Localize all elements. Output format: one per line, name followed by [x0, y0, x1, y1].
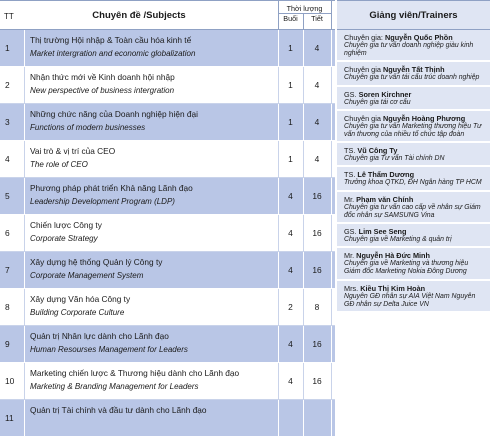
table-row: [0, 141, 335, 178]
trainer-role: Chuyên gia tư vấn doanh nghiệp giàu kinh nghiệm: [344, 42, 474, 58]
header-subjects: Chuyên đề /Subjects: [92, 10, 186, 21]
trainer-role: Chuyên gia Tư vấn Tài chính DN: [344, 155, 445, 163]
trainers-panel: [337, 0, 490, 400]
trainer-name-line: [344, 33, 486, 42]
trainer-card: [337, 111, 490, 143]
column-divider: [24, 400, 25, 436]
trainer-role: Nguyên GĐ nhân sự AIA Việt Nam Nguyên GĐ nhân sự Delta Juice VN: [344, 292, 476, 308]
column-divider: [303, 30, 304, 66]
row-number: 4: [5, 154, 10, 164]
table-row: [0, 215, 335, 252]
column-divider: [24, 252, 25, 288]
trainer-name: Soren Kirchner: [358, 89, 412, 99]
column-divider: [303, 289, 304, 325]
trainer-title: Mr.: [344, 251, 357, 261]
trainer-card: [337, 192, 490, 224]
trainer-name: Lim See Seng: [358, 227, 407, 237]
subject-vietnamese: Vai trò & vị trí của CEO: [30, 146, 116, 156]
trainer-name: Phạm văn Chính: [356, 194, 414, 204]
header-divider: [278, 13, 331, 14]
trainer-name: Nguyễn Tất Thịnh: [382, 65, 445, 75]
column-divider: [303, 215, 304, 251]
periods-count: 16: [312, 265, 322, 275]
row-number: 8: [5, 302, 10, 312]
trainer-card: [337, 281, 490, 313]
periods-count: 4: [314, 43, 320, 53]
sessions-count: 4: [288, 228, 293, 238]
subject-english: Market intergration and economic globalization: [30, 49, 196, 58]
column-divider: [24, 104, 25, 140]
trainer-card: [337, 248, 490, 280]
header-divider: [331, 1, 332, 29]
subject-english: Building Corporate Culture: [30, 308, 125, 317]
subjects-table-body: [0, 30, 335, 437]
sessions-count: 4: [288, 376, 293, 386]
row-number: 1: [5, 43, 10, 53]
column-divider: [24, 178, 25, 214]
trainer-name-line: [344, 251, 486, 260]
periods-count: 8: [314, 302, 320, 312]
row-number: 3: [5, 117, 10, 127]
column-divider: [24, 215, 25, 251]
sessions-count: 1: [288, 154, 293, 164]
column-divider: [24, 289, 25, 325]
column-divider: [331, 289, 332, 325]
subject-english: Corporate Management System: [30, 271, 144, 280]
column-divider: [331, 400, 332, 436]
table-row: [0, 104, 335, 141]
trainer-title: TS.: [344, 146, 358, 156]
row-number: 2: [5, 80, 10, 90]
sessions-count: 2: [288, 302, 293, 312]
header-divider: [278, 1, 279, 29]
table-row: [0, 400, 335, 437]
trainer-title: GS.: [344, 89, 359, 99]
column-divider: [24, 67, 25, 103]
subject-english: Marketing & Branding Management for Leaders: [30, 382, 199, 391]
subject-english: Corporate Strategy: [30, 234, 98, 243]
periods-count: 16: [312, 376, 322, 386]
trainer-title: Chuyên gia:: [344, 33, 385, 42]
table-row: [0, 326, 335, 363]
trainer-name: Lê Thẩm Dương: [357, 170, 415, 180]
trainer-title: GS.: [344, 227, 359, 237]
trainer-card: [337, 167, 490, 191]
column-divider: [303, 326, 304, 362]
column-divider: [303, 252, 304, 288]
periods-count: [303, 400, 331, 436]
trainer-title: Chuyên gia: [344, 65, 383, 75]
subject-vietnamese: Xây dựng hệ thống Quản lý Công ty: [30, 257, 163, 267]
table-row: [0, 67, 335, 104]
column-divider: [303, 178, 304, 214]
trainer-title: TS.: [344, 170, 358, 180]
trainer-name-line: [344, 227, 486, 236]
column-divider: [278, 30, 279, 66]
trainer-role: Trưởng khoa QTKD, ĐH Ngân hàng TP HCM: [344, 179, 482, 187]
periods-count: 16: [312, 191, 322, 201]
trainer-card: [337, 30, 490, 62]
column-divider: [24, 326, 25, 362]
header-periods: Tiết: [311, 14, 323, 23]
row-number: 7: [5, 265, 10, 275]
subject-english: New perspective of business intergration: [30, 86, 175, 95]
header-sessions: Buổi: [283, 14, 298, 23]
column-divider: [278, 326, 279, 362]
header-divider: [303, 13, 304, 29]
table-row: [0, 289, 335, 326]
column-divider: [24, 30, 25, 66]
trainer-role: Chuyên gia về Marketing và thương hiệu Giám đốc Marketing Nokia Đông Dương: [344, 260, 469, 276]
subject-vietnamese: Phương pháp phát triển Khả năng Lãnh đạo: [30, 183, 193, 193]
trainer-role: Chuyên gia tư vấn tái cấu trúc doanh nghiệp: [344, 74, 480, 82]
column-divider: [303, 400, 304, 436]
table-row: [0, 178, 335, 215]
trainer-name: Nguyễn Hoàng Phương: [382, 113, 466, 123]
trainer-name-line: [344, 114, 486, 123]
column-divider: [331, 215, 332, 251]
subject-english: Human Resourses Management for Leaders: [30, 345, 188, 354]
column-divider: [278, 141, 279, 177]
table-row: [0, 252, 335, 289]
subject-vietnamese: Quản trị Tài chính và đầu tư dành cho Lãnh đạo: [30, 405, 207, 415]
column-divider: [303, 104, 304, 140]
trainer-name: Kiều Thị Kim Hoàn: [360, 283, 426, 293]
column-divider: [331, 252, 332, 288]
column-divider: [331, 67, 332, 103]
trainer-title: Mrs.: [344, 283, 361, 293]
subject-vietnamese: Thị trường Hội nhập & Toàn cầu hóa kinh tế: [30, 35, 192, 45]
column-divider: [278, 400, 279, 436]
table-row: [0, 30, 335, 67]
trainer-card: [337, 87, 490, 111]
trainer-title: Chuyên gia: [344, 113, 383, 123]
column-divider: [331, 178, 332, 214]
sessions-count: 4: [288, 265, 293, 275]
column-divider: [331, 141, 332, 177]
periods-count: 16: [312, 228, 322, 238]
column-divider: [303, 67, 304, 103]
trainer-card: [337, 143, 490, 167]
table-row: [0, 363, 335, 400]
trainers-list: [337, 30, 490, 313]
subject-vietnamese: Xây dựng Văn hóa Công ty: [30, 294, 131, 304]
subject-english: Leadership Development Program (LDP): [30, 197, 175, 206]
header-tt: TT: [4, 12, 14, 21]
row-number: 11: [5, 413, 14, 423]
sessions-count: 1: [288, 80, 293, 90]
column-divider: [278, 178, 279, 214]
subject-english: The role of CEO: [30, 160, 88, 169]
periods-count: 4: [314, 117, 320, 127]
row-number: 9: [5, 339, 10, 349]
column-divider: [24, 363, 25, 399]
trainer-role: Chuyên gia tư vấn Marketing thương hiệu Tư vấn thương của nhiều tổ chức tập đoàn: [344, 122, 482, 139]
sessions-count: [278, 400, 303, 436]
sessions-count: 4: [288, 339, 293, 349]
periods-count: 16: [312, 339, 322, 349]
subjects-table-header: [0, 0, 335, 30]
sessions-count: 4: [288, 191, 293, 201]
column-divider: [331, 326, 332, 362]
column-divider: [24, 141, 25, 177]
trainer-card: [337, 224, 490, 248]
subject-vietnamese: Chiến lược Công ty: [30, 220, 102, 230]
sessions-count: 1: [288, 117, 293, 127]
column-divider: [278, 289, 279, 325]
subject-vietnamese: Quản trị Nhân lực dành cho Lãnh đạo: [30, 331, 169, 341]
subject-vietnamese: Nhận thức mới về Kinh doanh hội nhập: [30, 72, 175, 82]
trainer-role: Chuyên gia tái cơ cấu: [344, 98, 411, 106]
trainer-name-line: [344, 195, 486, 204]
header-duration: Thời lượng: [286, 4, 323, 13]
trainer-role: Chuyên gia về Marketing & quản trị: [344, 236, 452, 244]
trainers-header: Giảng viên/Trainers: [337, 0, 490, 30]
row-number: 5: [5, 191, 10, 201]
column-divider: [331, 104, 332, 140]
subject-vietnamese: Marketing chiến lược & Thương hiệu dành cho Lãnh đạo: [30, 368, 240, 378]
column-divider: [331, 30, 332, 66]
column-divider: [278, 215, 279, 251]
trainer-name: Nguyễn Hà Đức Minh: [356, 251, 430, 261]
column-divider: [303, 141, 304, 177]
trainer-name-line: [344, 90, 486, 99]
trainer-role: Chuyên gia tư vấn cao cấp về nhân sự Giám đốc nhân sự SAMSUNG Vina: [344, 203, 481, 219]
column-divider: [278, 67, 279, 103]
trainer-name-line: [344, 284, 486, 293]
trainer-name: Vũ Công Ty: [357, 146, 398, 156]
column-divider: [331, 363, 332, 399]
sessions-count: 1: [288, 43, 293, 53]
column-divider: [303, 363, 304, 399]
trainer-card: [337, 62, 490, 86]
periods-count: 4: [314, 80, 320, 90]
row-number: 10: [5, 376, 15, 386]
trainer-name: Nguyễn Quốc Phồn: [384, 33, 453, 42]
column-divider: [278, 104, 279, 140]
periods-count: 4: [314, 154, 320, 164]
trainer-name-line: [344, 146, 486, 155]
column-divider: [278, 252, 279, 288]
trainer-title: Mr.: [344, 194, 357, 204]
row-number: 6: [5, 228, 10, 238]
subject-vietnamese: Những chức năng của Doanh nghiệp hiện đại: [30, 109, 198, 119]
subject-english: Functions of modern businesses: [30, 123, 146, 132]
column-divider: [278, 363, 279, 399]
